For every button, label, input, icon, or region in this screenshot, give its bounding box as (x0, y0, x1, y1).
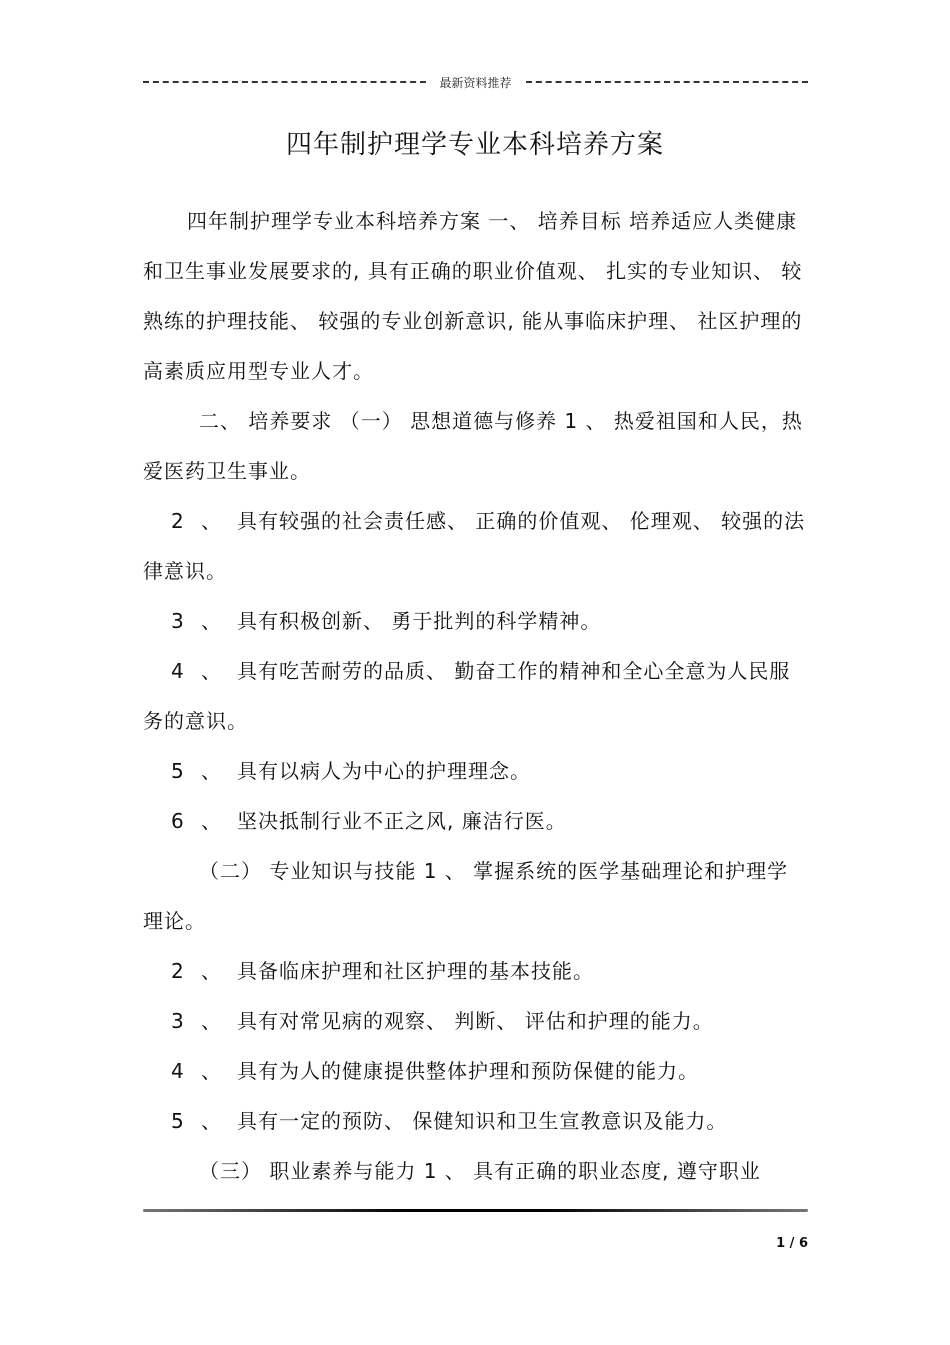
item-separator: 、 (201, 509, 222, 533)
paragraph-professional-ability: （三） 职业素养与能力 1 、 具有正确的职业态度, 遵守职业 (199, 1159, 761, 1183)
list-item (143, 646, 808, 746)
item-text: 具有以病人为中心的护理理念。 (237, 759, 531, 783)
header-label: 最新资料推荐 (439, 75, 512, 90)
item-number: 6 (171, 809, 185, 833)
document-title: 四年制护理学专业本科培养方案 (285, 130, 664, 160)
item-number: 2 (171, 509, 185, 533)
item-separator: 、 (201, 1009, 222, 1033)
item-number: 3 (171, 1009, 185, 1033)
item-separator: 、 (201, 1109, 222, 1133)
page-number: 1 / 6 (776, 1236, 808, 1251)
footer-divider (143, 1209, 808, 1212)
header-dash-left (143, 81, 426, 83)
header-dash-right (526, 81, 809, 83)
item-text: 具有为人的健康提供整体护理和预防保健的能力。 (237, 1059, 699, 1083)
item-text: 具备临床护理和社区护理的基本技能。 (237, 959, 594, 983)
item-number: 5 (171, 759, 185, 783)
item-text: 具有较强的社会责任感、 正确的价值观、 伦理观、 较强的法律意识。 (143, 509, 806, 583)
item-separator: 、 (201, 659, 222, 683)
item-text: 具有吃苦耐劳的品质、 勤奋工作的精神和全心全意为人民服务的意识。 (143, 659, 791, 733)
list-item (143, 596, 808, 646)
item-number: 4 (171, 1059, 185, 1083)
list-item (143, 746, 808, 796)
item-separator: 、 (201, 1059, 222, 1083)
document-body (143, 196, 808, 1196)
item-text: 具有一定的预防、 保健知识和卫生宣教意识及能力。 (237, 1109, 728, 1133)
list-item (143, 1096, 808, 1146)
item-separator: 、 (201, 809, 222, 833)
page-header (143, 70, 808, 94)
list-item (143, 996, 808, 1046)
item-number: 3 (171, 609, 185, 633)
item-separator: 、 (201, 759, 222, 783)
item-separator: 、 (201, 609, 222, 633)
list-item (143, 1046, 808, 1096)
list-item (143, 496, 808, 596)
item-text: 坚决抵制行业不正之风, 廉洁行医。 (237, 809, 567, 833)
item-number: 5 (171, 1109, 185, 1133)
list-item (143, 946, 808, 996)
item-number: 2 (171, 959, 185, 983)
item-text: 具有对常见病的观察、 判断、 评估和护理的能力。 (237, 1009, 714, 1033)
list-item (143, 796, 808, 846)
paragraph-training-requirements: 二、 培养要求 （一） 思想道德与修养 1 、 热爱祖国和人民，热爱医药卫生事业。 (143, 409, 803, 483)
item-text: 具有积极创新、 勇于批判的科学精神。 (237, 609, 602, 633)
item-separator: 、 (201, 959, 222, 983)
item-number: 4 (171, 659, 185, 683)
paragraph-training-goal: 四年制护理学专业本科培养方案 一、 培养目标 培养适应人类健康和卫生事业发展要求的, 具有正确的职业价值观、 扎实的专业知识、 较熟练的护理技能、 较强的专业创新意识, 能从事临床护理、 社区护理的高素质应用型专业人才。 (143, 209, 803, 383)
paragraph-knowledge-skills: （二） 专业知识与技能 1 、 掌握系统的医学基础理论和护理学理论。 (143, 859, 789, 933)
